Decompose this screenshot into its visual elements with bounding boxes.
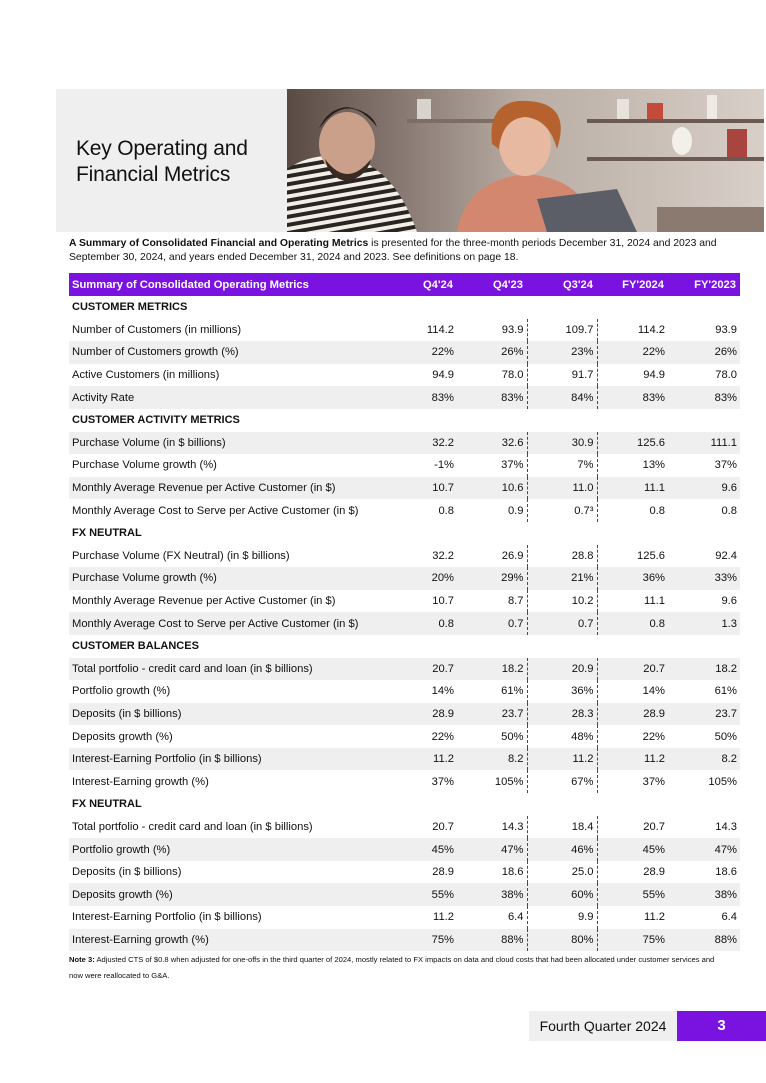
table-cell: 0.8 bbox=[721, 504, 737, 517]
table-cell: 114.2 bbox=[637, 323, 665, 336]
table-cell: 94.9 bbox=[643, 369, 665, 382]
table-row bbox=[69, 499, 740, 522]
table-cell: 105% bbox=[457, 770, 527, 793]
table-cell: 92.4 bbox=[715, 549, 737, 562]
row-label: Portfolio growth (%) bbox=[69, 838, 399, 861]
intro-text: is presented for the three-month periods December 31, 2024 and 2023 and September 30, 2024, and years ended December 31, 2024 and 2023. See definitions on page 18. bbox=[69, 238, 717, 263]
column-header: FY'2024 bbox=[597, 273, 668, 296]
table-cell: 93.9 bbox=[715, 323, 737, 336]
table-cell: 61% bbox=[457, 680, 527, 703]
hero-photo bbox=[287, 89, 764, 232]
table-cell: 14% bbox=[431, 685, 454, 698]
footnote bbox=[69, 952, 729, 984]
table-cell: 18.2 bbox=[457, 658, 527, 681]
column-header: FY'2023 bbox=[668, 273, 740, 296]
table-row bbox=[69, 386, 740, 409]
intro-paragraph bbox=[69, 237, 739, 264]
table-cell: 11.1 bbox=[644, 595, 665, 608]
row-label: Monthly Average Cost to Serve per Active Customer (in $) bbox=[72, 504, 359, 517]
table-cell: 11.2 bbox=[527, 748, 597, 771]
table-cell: 11.2 bbox=[399, 748, 457, 771]
table-cell: 111.1 bbox=[668, 432, 740, 455]
table-cell: 48% bbox=[527, 725, 597, 748]
table-cell: 30.9 bbox=[527, 432, 597, 455]
table-row bbox=[69, 929, 740, 952]
column-header: Q3'24 bbox=[527, 273, 597, 296]
table-cell: 11.2 bbox=[433, 911, 454, 924]
section-label: CUSTOMER BALANCES bbox=[72, 640, 199, 653]
table-cell: 0.7 bbox=[527, 612, 597, 635]
page-title bbox=[76, 136, 248, 188]
page-number: 3 bbox=[677, 1011, 766, 1041]
row-label: Deposits growth (%) bbox=[72, 730, 173, 743]
table-cell: 93.9 bbox=[457, 319, 527, 342]
table-cell: 23.7 bbox=[668, 703, 740, 726]
table-body bbox=[69, 296, 740, 951]
table-cell: 20.7 bbox=[399, 658, 457, 681]
table-cell: 78.0 bbox=[457, 364, 527, 387]
table-cell: 18.6 bbox=[457, 861, 527, 884]
table-cell: 0.8 bbox=[438, 504, 454, 517]
footnote-label: Note 3: bbox=[69, 955, 95, 964]
table-cell: 0.7 bbox=[457, 612, 527, 635]
table-cell: 125.6 bbox=[637, 549, 665, 562]
table-cell: 10.6 bbox=[457, 477, 527, 500]
table-cell: 1.3 bbox=[668, 612, 740, 635]
table-row bbox=[69, 906, 740, 929]
intro-bold: A Summary of Consolidated Financial and Operating Metrics bbox=[69, 238, 369, 249]
table-cell: 83% bbox=[457, 386, 527, 409]
table-cell: 0.8 bbox=[649, 504, 665, 517]
row-label: Interest-Earning growth (%) bbox=[69, 929, 399, 952]
row-label: Deposits (in $ billions) bbox=[69, 703, 399, 726]
table-cell: 0.7³ bbox=[527, 499, 597, 522]
table-cell: 84% bbox=[527, 386, 597, 409]
row-label: Total portfolio - credit card and loan (in $ billions) bbox=[69, 658, 399, 681]
row-label: Monthly Average Revenue per Active Customer (in $) bbox=[69, 477, 399, 500]
row-label: Deposits (in $ billions) bbox=[72, 866, 182, 879]
row-label: Purchase Volume growth (%) bbox=[72, 459, 217, 472]
table-row bbox=[69, 680, 740, 703]
table-cell: 10.7 bbox=[399, 477, 457, 500]
table-row bbox=[69, 341, 740, 364]
table-cell: 91.7 bbox=[527, 364, 597, 387]
table-cell: 26.9 bbox=[457, 545, 527, 568]
table-row bbox=[69, 816, 740, 839]
table-cell: 105% bbox=[708, 775, 737, 788]
table-cell: 50% bbox=[457, 725, 527, 748]
table-cell: 38% bbox=[457, 883, 527, 906]
table-row bbox=[69, 861, 740, 884]
metrics-table bbox=[69, 273, 740, 951]
table-cell: 9.6 bbox=[668, 477, 740, 500]
table-cell: 67% bbox=[527, 770, 597, 793]
table-cell: 14.3 bbox=[715, 820, 737, 833]
table-cell: 20.7 bbox=[643, 820, 665, 833]
table-cell: 26% bbox=[457, 341, 527, 364]
table-cell: 37% bbox=[457, 454, 527, 477]
column-header: Q4'24 bbox=[399, 273, 457, 296]
table-cell: 46% bbox=[527, 838, 597, 861]
table-cell: 29% bbox=[457, 567, 527, 590]
section-label: CUSTOMER ACTIVITY METRICS bbox=[72, 414, 240, 427]
table-cell: 55% bbox=[597, 883, 668, 906]
table-cell: 45% bbox=[597, 838, 668, 861]
table-cell: 28.9 bbox=[399, 703, 457, 726]
table-cell: 33% bbox=[668, 567, 740, 590]
table-row bbox=[69, 432, 740, 455]
table-cell: 18.4 bbox=[527, 816, 597, 839]
table-cell: 32.2 bbox=[432, 549, 454, 562]
section-header-row bbox=[69, 793, 740, 816]
table-cell: 8.2 bbox=[668, 748, 740, 771]
table-cell: 45% bbox=[399, 838, 457, 861]
table-cell: 20.7 bbox=[597, 658, 668, 681]
table-row bbox=[69, 454, 740, 477]
table-cell: 11.0 bbox=[527, 477, 597, 500]
table-row bbox=[69, 590, 740, 613]
table-cell: 36% bbox=[597, 567, 668, 590]
table-cell: 37% bbox=[714, 459, 737, 472]
table-row bbox=[69, 319, 740, 342]
table-row bbox=[69, 883, 740, 906]
row-label: Portfolio growth (%) bbox=[72, 685, 171, 698]
table-row bbox=[69, 364, 740, 387]
table-cell: 6.4 bbox=[457, 906, 527, 929]
table-row bbox=[69, 567, 740, 590]
table-cell: 25.0 bbox=[527, 861, 597, 884]
table-cell: 14.3 bbox=[457, 816, 527, 839]
table-cell: 88% bbox=[668, 929, 740, 952]
table-cell: 125.6 bbox=[597, 432, 668, 455]
table-cell: 18.2 bbox=[668, 658, 740, 681]
table-cell: 83% bbox=[668, 386, 740, 409]
footer-period-label: Fourth Quarter 2024 bbox=[529, 1011, 677, 1041]
table-cell: 78.0 bbox=[715, 369, 737, 382]
table-cell: 37% bbox=[431, 775, 454, 788]
table-row bbox=[69, 477, 740, 500]
row-label: Interest-Earning Portfolio (in $ billions) bbox=[69, 748, 399, 771]
row-label: Number of Customers (in millions) bbox=[72, 323, 242, 336]
table-cell: 20.7 bbox=[432, 820, 454, 833]
table-cell: 8.2 bbox=[457, 748, 527, 771]
table-cell: 8.7 bbox=[457, 590, 527, 613]
column-header: Q4'23 bbox=[457, 273, 527, 296]
table-cell: 28.9 bbox=[643, 866, 665, 879]
table-cell: 36% bbox=[527, 680, 597, 703]
table-row bbox=[69, 770, 740, 793]
table-cell: 32.2 bbox=[399, 432, 457, 455]
table-cell: -1% bbox=[434, 459, 454, 472]
table-cell: 60% bbox=[527, 883, 597, 906]
table-cell: 10.7 bbox=[432, 595, 454, 608]
table-cell: 32.6 bbox=[457, 432, 527, 455]
section-label: FX NEUTRAL bbox=[72, 527, 142, 540]
table-cell: 20% bbox=[399, 567, 457, 590]
table-cell: 38% bbox=[668, 883, 740, 906]
table-cell: 22% bbox=[399, 341, 457, 364]
table-row bbox=[69, 658, 740, 681]
table-cell: 28.9 bbox=[432, 866, 454, 879]
hero-banner bbox=[56, 89, 764, 232]
table-cell: 83% bbox=[597, 386, 668, 409]
table-cell: 20.9 bbox=[527, 658, 597, 681]
table-row bbox=[69, 725, 740, 748]
table-cell: 94.9 bbox=[432, 369, 454, 382]
table-cell: 10.2 bbox=[527, 590, 597, 613]
table-cell: 23% bbox=[527, 341, 597, 364]
hero-title-panel bbox=[56, 89, 287, 232]
table-cell: 22% bbox=[597, 341, 668, 364]
section-header-row bbox=[69, 296, 740, 319]
row-label: Purchase Volume growth (%) bbox=[69, 567, 399, 590]
table-row bbox=[69, 748, 740, 771]
section-label: CUSTOMER METRICS bbox=[72, 301, 188, 314]
table-cell: 0.9 bbox=[457, 499, 527, 522]
table-cell: 75% bbox=[597, 929, 668, 952]
table-cell: 22% bbox=[431, 730, 454, 743]
section-header-row bbox=[69, 522, 740, 545]
row-label: Interest-Earning growth (%) bbox=[72, 775, 209, 788]
table-cell: 11.1 bbox=[597, 477, 668, 500]
table-cell: 61% bbox=[714, 685, 737, 698]
table-cell: 80% bbox=[527, 929, 597, 952]
table-row bbox=[69, 612, 740, 635]
page-title-line-2: Financial Metrics bbox=[76, 163, 231, 186]
table-cell: 9.6 bbox=[721, 595, 737, 608]
table-cell: 114.2 bbox=[426, 323, 454, 336]
section-header-row bbox=[69, 635, 740, 658]
table-cell: 50% bbox=[714, 730, 737, 743]
table-cell: 28.8 bbox=[527, 545, 597, 568]
table-cell: 6.4 bbox=[721, 911, 737, 924]
table-cell: 88% bbox=[457, 929, 527, 952]
table-cell: 47% bbox=[668, 838, 740, 861]
row-label: Interest-Earning Portfolio (in $ billions) bbox=[72, 911, 262, 924]
table-cell: 26% bbox=[668, 341, 740, 364]
table-cell: 28.9 bbox=[597, 703, 668, 726]
table-row bbox=[69, 838, 740, 861]
table-cell: 13% bbox=[642, 459, 665, 472]
table-cell: 55% bbox=[399, 883, 457, 906]
row-label: Monthly Average Revenue per Active Customer (in $) bbox=[72, 595, 336, 608]
column-header: Summary of Consolidated Operating Metrics bbox=[69, 273, 399, 296]
row-label: Number of Customers growth (%) bbox=[69, 341, 399, 364]
row-label: Total portfolio - credit card and loan (in $ billions) bbox=[72, 820, 313, 833]
table-cell: 7% bbox=[527, 454, 597, 477]
footnote-text: Adjusted CTS of $0.8 when adjusted for one-offs in the third quarter of 2024, mostly related to FX impacts on data and cloud costs that had been allocated under customer services and now were reallocated to G&A. bbox=[69, 955, 715, 980]
table-cell: 109.7 bbox=[527, 319, 597, 342]
table-cell: 18.6 bbox=[715, 866, 737, 879]
table-cell: 22% bbox=[642, 730, 665, 743]
table-cell: 28.3 bbox=[527, 703, 597, 726]
table-header-row bbox=[69, 273, 740, 296]
table-cell: 47% bbox=[457, 838, 527, 861]
row-label: Purchase Volume (in $ billions) bbox=[69, 432, 399, 455]
table-cell: 0.8 bbox=[597, 612, 668, 635]
section-header-row bbox=[69, 409, 740, 432]
table-cell: 11.2 bbox=[644, 911, 665, 924]
section-label: FX NEUTRAL bbox=[72, 798, 142, 811]
row-label: Activity Rate bbox=[69, 386, 399, 409]
table-cell: 9.9 bbox=[527, 906, 597, 929]
table-row bbox=[69, 545, 740, 568]
row-label: Purchase Volume (FX Neutral) (in $ billions) bbox=[72, 549, 290, 562]
table-cell: 0.8 bbox=[399, 612, 457, 635]
table-cell: 11.2 bbox=[597, 748, 668, 771]
table-cell: 83% bbox=[399, 386, 457, 409]
table-cell: 14% bbox=[642, 685, 665, 698]
table-row bbox=[69, 703, 740, 726]
table-cell: 37% bbox=[642, 775, 665, 788]
row-label: Active Customers (in millions) bbox=[72, 369, 220, 382]
table-cell: 21% bbox=[527, 567, 597, 590]
table-cell: 75% bbox=[399, 929, 457, 952]
row-label: Monthly Average Cost to Serve per Active Customer (in $) bbox=[69, 612, 399, 635]
table-cell: 23.7 bbox=[457, 703, 527, 726]
row-label: Deposits growth (%) bbox=[69, 883, 399, 906]
page-title-line-1: Key Operating and bbox=[76, 137, 248, 160]
